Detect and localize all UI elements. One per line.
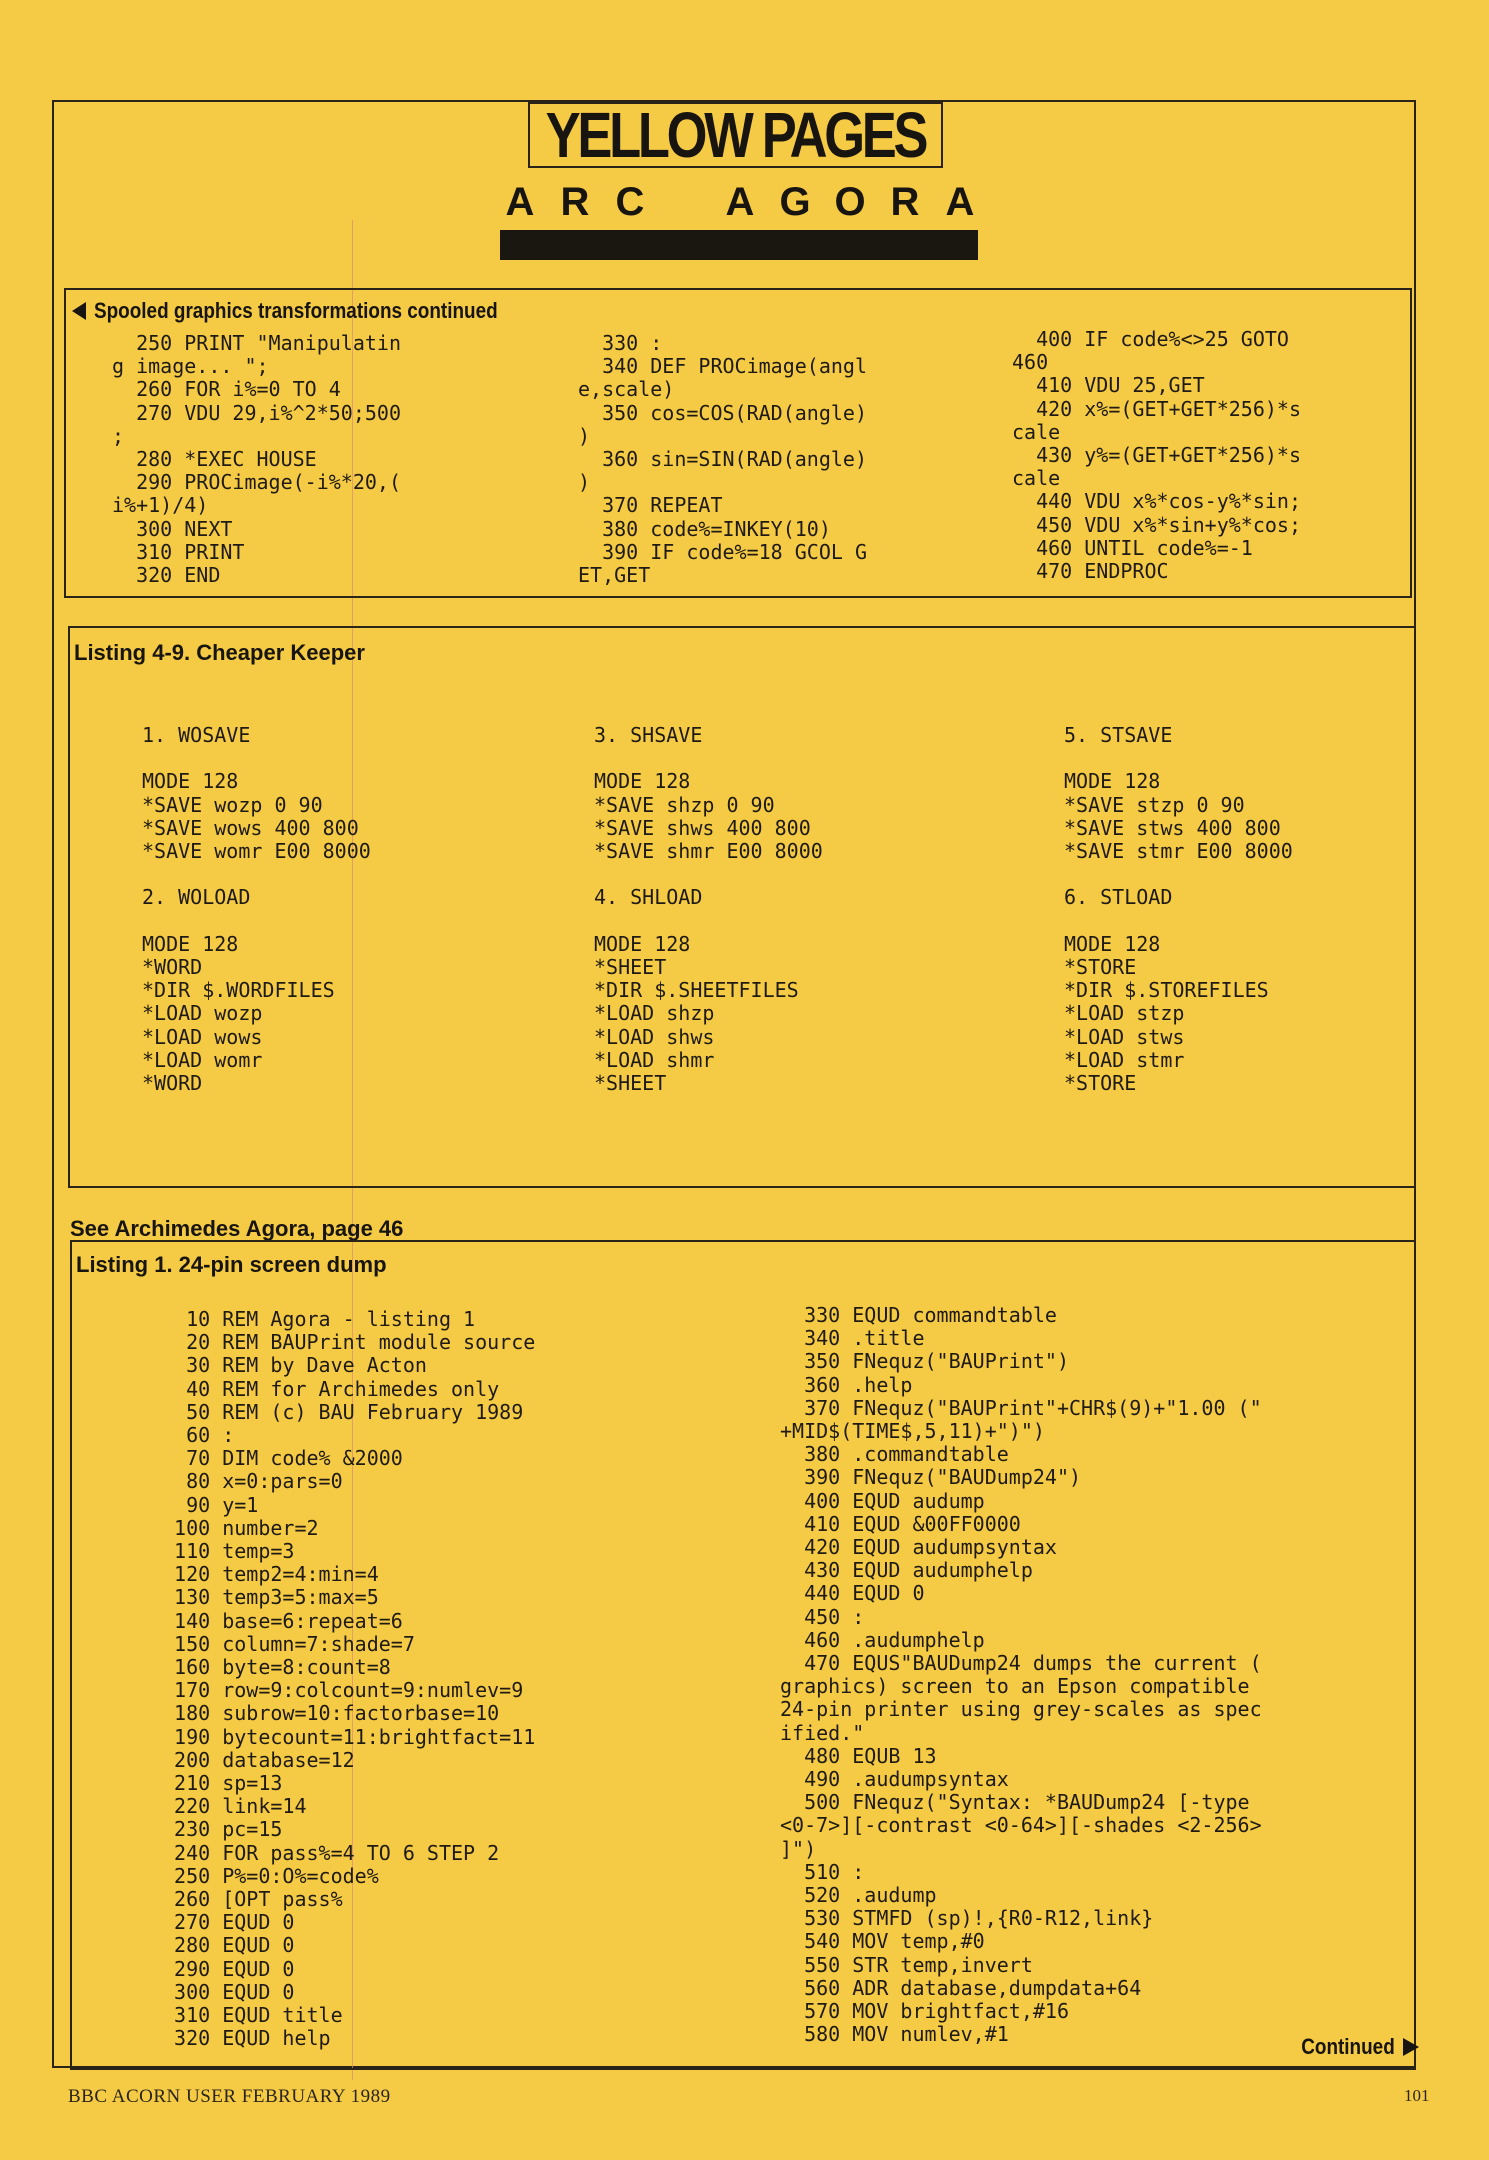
subtitle-letter: O: [834, 180, 866, 224]
forward-arrow-icon: [1403, 2038, 1419, 2056]
agora-heading: Listing 1. 24-pin screen dump: [76, 1252, 387, 1277]
masthead: [528, 99, 943, 171]
subtitle-letter: G: [779, 180, 811, 224]
back-arrow-icon: [72, 302, 86, 320]
spooled-heading: Spooled graphics transformations continued: [94, 298, 498, 323]
spooled-listing-box: [64, 288, 1412, 598]
keeper-code-col-3: 5. STSAVE MODE 128 *SAVE stzp 0 90 *SAVE stws 400 800 *SAVE stmr E00 8000 6. STLOAD MODE 128 *STORE *DIR $.STOREFILES *LOAD stzp *LOAD stws *LOAD stmr *STORE: [1064, 723, 1293, 1096]
continued-marker: [1286, 2034, 1419, 2060]
page-number: 101: [1404, 2086, 1430, 2105]
keeper-listing-box: [68, 626, 1416, 1188]
subtitle-gap: [665, 180, 705, 225]
spooled-code-col-1: 250 PRINT "Manipulatin g image... "; 260 FOR i%=0 TO 4 270 VDU 29,i%^2*50;500 ; 280 *EXEC HOUSE 290 PROCimage(-i%*20,( i%+1)/4) 300 NEXT 310 PRINT 320 END: [112, 331, 401, 588]
masthead-bar: [500, 230, 978, 260]
spooled-code-col-3: 400 IF code%<>25 GOTO 460 410 VDU 25,GET 420 x%=(GET+GET*256)*s cale 430 y%=(GET+GET*256)*s cale 440 VDU x%*cos-y%*sin; 450 VDU x%*sin+y%*cos; 460 UNTIL code%=-1 470 ENDPROC: [1012, 327, 1301, 584]
agora-code-col-1: 10 REM Agora - listing 1 20 REM BAUPrint module source 30 REM by Dave Acton 40 REM for Archimedes only 50 REM (c) BAU February 1989 60 : 70 DIM code% &2000 80 x=0:pars=0 90 y=1 100 number=2 110 temp=3 120 temp2=4:min=4 130 temp3=5:max=5 140 base=6:repeat=6 150 column=7:shade=7 160 byte=8:count=8 170 row=9:colcount=9:numlev=9 180 subrow=10:factorbase=10 190 bytecount=11:brightfact=11 200 database=12 210 sp=13 220 link=14 230 pc=15 240 FOR pass%=4 TO 6 STEP 2 250 P%=0:O%=code% 260 [OPT pass% 270 EQUD 0 280 EQUD 0 290 EQUD 0 300 EQUD 0 310 EQUD title 320 EQUD help: [174, 1307, 536, 2051]
subtitle-letter: R: [890, 180, 920, 224]
subtitle-letter: A: [725, 180, 755, 224]
spooled-code-col-2: 330 : 340 DEF PROCimage(angl e,scale) 350 cos=COS(RAD(angle) ) 360 sin=SIN(RAD(angle) ) 370 REPEAT 380 code%=INKEY(10) 390 IF code%=18 GCOL G ET,GET: [578, 331, 867, 588]
continued-label: Continued: [1301, 2034, 1395, 2059]
see-also-note: See Archimedes Agora, page 46: [70, 1216, 404, 1241]
subtitle-letter: A: [945, 180, 975, 224]
masthead-subtitle: [500, 180, 980, 225]
keeper-heading: Listing 4-9. Cheaper Keeper: [74, 640, 365, 665]
publication-footer: BBC ACORN USER FEBRUARY 1989: [68, 2086, 391, 2107]
subtitle-letter: R: [560, 180, 590, 224]
subtitle-letter: A: [505, 180, 535, 224]
keeper-code-col-1: 1. WOSAVE MODE 128 *SAVE wozp 0 90 *SAVE wows 400 800 *SAVE womr E00 8000 2. WOLOAD MODE 128 *WORD *DIR $.WORDFILES *LOAD wozp *LOAD wows *LOAD womr *WORD: [142, 723, 371, 1096]
keeper-code-col-2: 3. SHSAVE MODE 128 *SAVE shzp 0 90 *SAVE shws 400 800 *SAVE shmr E00 8000 4. SHLOAD MODE 128 *SHEET *DIR $.SHEETFILES *LOAD shzp *LOAD shws *LOAD shmr *SHEET: [594, 723, 823, 1096]
masthead-title: YELLOW PAGES: [545, 99, 926, 171]
subtitle-letter: C: [615, 180, 645, 224]
agora-code-col-2: 330 EQUD commandtable 340 .title 350 FNequz("BAUPrint") 360 .help 370 FNequz("BAUPrint"+CHR$(9)+"1.00 (" +MID$(TIME$,5,11)+")") 380 .commandtable 390 FNequz("BAUDump24") 400 EQUD audump 410 EQUD &00FF0000 420 EQUD audumpsyntax 430 EQUD audumphelp 440 EQUD 0 450 : 460 .audumphelp 470 EQUS"BAUDump24 dumps the current ( graphics) screen to an Epson compatible 24-pin printer using grey-scales as spec ified." 480 EQUB 13 490 .audumpsyntax 500 FNequz("Syntax: *BAUDump24 [-type <0-7>][-contrast <0-64>][-shades <2-256> ]") 510 : 520 .audump 530 STMFD (sp)!,{R0-R12,link} 540 MOV temp,#0 550 STR temp,invert 560 ADR database,dumpdata+64 570 MOV brightfact,#16 580 MOV numlev,#1: [780, 1303, 1262, 2047]
agora-listing-box: [70, 1240, 1416, 2070]
